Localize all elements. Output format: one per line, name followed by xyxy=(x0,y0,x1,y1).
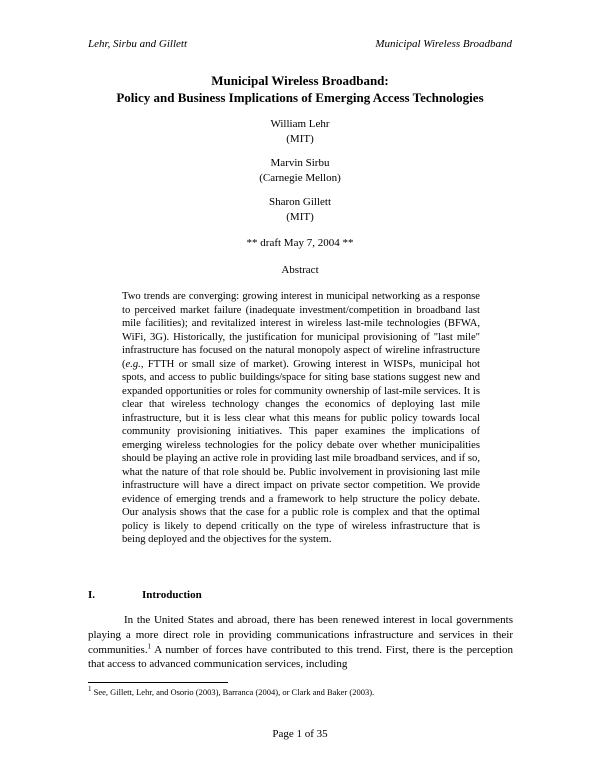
paper-title xyxy=(60,72,540,106)
footnote xyxy=(88,687,513,697)
header-short-title: Municipal Wireless Broadband xyxy=(375,38,512,50)
intro-text-continued: A number of forces have contributed to this trend. First, there is the perception that access to advanced communication services, including xyxy=(88,643,513,671)
footnote-marker: 1 xyxy=(88,685,92,694)
section-number: I. xyxy=(88,589,96,601)
draft-date: ** draft May 7, 2004 ** xyxy=(246,237,354,249)
title-line-1: Municipal Wireless Broadband: xyxy=(211,73,389,88)
header-authors: Lehr, Sirbu and Gillett xyxy=(88,38,188,50)
author-block xyxy=(100,195,500,225)
abstract-text-continued: , FTTH or small size of market). Growing interest in WISPs, municipal hot spots, and access to public buildings/space for siting base stations suggest new and expanded opportunities or roles for community ownership of last-mile services. It is clear that wireless technology changes the economics of deploying last mile infrastructure, but it is less clear what this means for public policy towards local community provisioning initiatives. This paper examines the implications of emerging wireless technologies for the policy debate over whether municipalities should be playing an active role in providing last mile broadband services, and if so, what the nature of that role should be. Public involvement in provisioning last mile infrastructure will have a direct impact on private sector competition. We provide evidence of emerging trends and a framework to help structure the policy debate. Our analysis shows that the case for a public role is complex and that the optimal policy is likely to depend critically on the type of wireless infrastructure that is being deployed and the objectives for the system. xyxy=(122,358,480,545)
author-block xyxy=(100,117,500,147)
author-affiliation: (MIT) xyxy=(286,133,314,145)
abstract-heading: Abstract xyxy=(281,264,319,276)
footnote-ref[interactable]: 1 xyxy=(147,641,152,650)
author-name: William Lehr xyxy=(270,118,330,130)
abstract-text: Two trends are converging: growing interest in municipal networking as a response to perceived market failure (inadequate investment/competition in broadband last mile facilities); and revitalized interest in wireless last-mile technologies (BFWA, WiFi, 3G). Historically, the justification for municipal provisioning of "last mile" infrastructure has focused on the natural monopoly aspect of wireline infrastructure ( xyxy=(122,291,480,370)
abstract-body xyxy=(122,290,480,547)
author-affiliation: (Carnegie Mellon) xyxy=(259,172,341,184)
author-name: Marvin Sirbu xyxy=(270,157,330,169)
intro-text: In the United States and abroad, there has been renewed interest in local governments playing a more direct role in providing communications infrastructure and services in their communities. xyxy=(88,614,513,656)
author-name: Sharon Gillett xyxy=(268,196,332,208)
page-number: Page 1 of 35 xyxy=(272,728,328,740)
title-line-2: Policy and Business Implications of Emerging Access Technologies xyxy=(116,90,484,105)
intro-paragraph xyxy=(88,613,513,672)
section-heading xyxy=(88,589,202,601)
abstract-emphasis: e.g. xyxy=(125,358,141,370)
running-header xyxy=(88,38,512,50)
author-affiliation: (MIT) xyxy=(286,211,314,223)
footnote-divider xyxy=(88,682,228,683)
section-title: Introduction xyxy=(142,589,202,601)
author-block xyxy=(100,156,500,186)
footnote-text: See, Gillett, Lehr, and Osorio (2003), Barranca (2004), or Clark and Baker (2003). xyxy=(91,687,375,697)
